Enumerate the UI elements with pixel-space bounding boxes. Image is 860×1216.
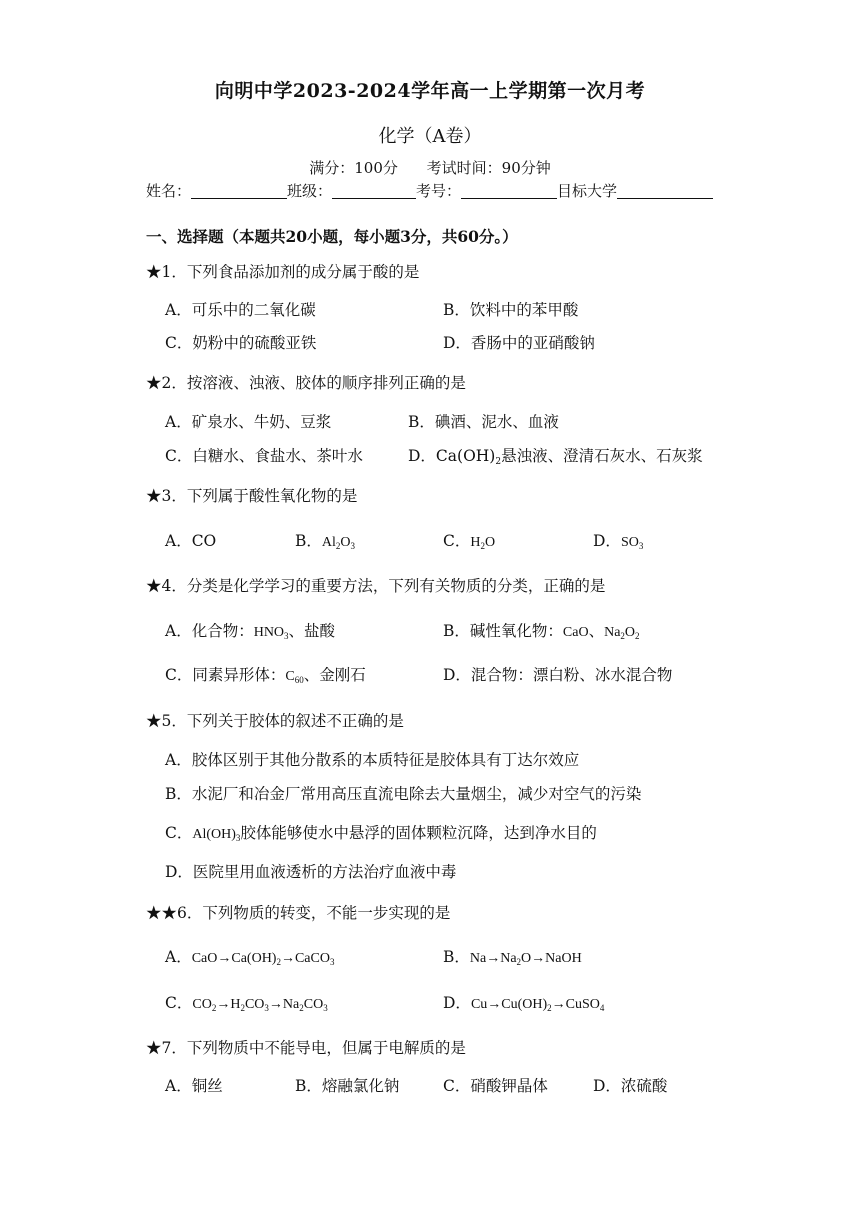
question-4-option-c: C．同素异形体：$C_{60}$、金刚石 — [165, 666, 366, 685]
question-3-option-a: A．CO — [165, 532, 217, 550]
question-1-option-a: A．可乐中的二氧化碳 — [165, 301, 316, 319]
question-3-stem: ★3．下列属于酸性氧化物的是 — [146, 487, 358, 505]
question-1-option-d: D．香肠中的亚硝酸钠 — [443, 334, 595, 352]
question-5-stem: ★5．下列关于胶体的叙述不正确的是 — [146, 712, 404, 730]
question-5-option-c: C．$Al(OH)_3$胶体能够使水中悬浮的固体颗粒沉降，达到净水目的 — [165, 824, 597, 843]
question-1-option-b: B．饮料中的苯甲酸 — [443, 301, 579, 319]
question-1-stem: ★1．下列食品添加剂的成分属于酸的是 — [146, 263, 420, 281]
question-3-option-c: C．$H_2O$ — [443, 532, 496, 551]
name-blank[interactable] — [191, 181, 287, 199]
exam-subtitle: 化学（A卷） — [378, 126, 482, 147]
question-7-option-b: B．熔融氯化钠 — [295, 1077, 400, 1095]
class-label: 班级： — [287, 182, 333, 200]
question-2-option-b: B．碘酒、泥水、血液 — [408, 413, 559, 431]
question-6-option-a: A．$CaO\to Ca(OH)_2\to CaCO_3$ — [165, 948, 335, 967]
question-4-option-a: A．化合物：$HNO_3$、盐酸 — [165, 622, 336, 641]
target-univ-label: 目标大学 — [557, 182, 618, 200]
question-7-option-c: C．硝酸钾晶体 — [443, 1077, 548, 1095]
question-3-option-d: D．$SO_3$ — [593, 532, 644, 551]
exam-meta — [0, 157, 860, 178]
question-1-option-c: C．奶粉中的硫酸亚铁 — [165, 334, 317, 352]
question-2-option-c: C．白糖水、食盐水、茶叶水 — [165, 447, 363, 465]
question-2-option-d: D．$Ca(OH)_2$悬浊液、澄清石灰水、石灰浆 — [408, 447, 703, 467]
target-univ-blank[interactable] — [617, 181, 713, 199]
exam-time: 考试时间：90分钟 — [426, 159, 551, 177]
exam-no-blank[interactable] — [461, 181, 557, 199]
student-info-line — [146, 180, 713, 201]
section-title: 一、选择题（本题共20小题，每小题3分，共60分。） — [146, 227, 518, 246]
class-blank[interactable] — [332, 181, 416, 199]
question-6-option-b: B．$Na\to Na_2O\to NaOH$ — [443, 948, 582, 967]
question-4-option-b: B．碱性氧化物：CaO、$Na_2O_2$ — [443, 622, 640, 641]
question-6-option-d: D．$Cu\to Cu(OH)_2\to CuSO_4$ — [443, 994, 605, 1013]
question-5-option-d: D．医院里用血液透析的方法治疗血液中毒 — [165, 863, 457, 881]
exam-title: 向明中学2023-2024学年高一上学期第一次月考 — [214, 80, 646, 102]
question-2-stem: ★2．按溶液、浊液、胶体的顺序排列正确的是 — [146, 374, 466, 392]
question-7-stem: ★7．下列物质中不能导电，但属于电解质的是 — [146, 1039, 466, 1057]
exam-no-label: 考号： — [416, 182, 462, 200]
question-6-option-c: C．$CO_2\to H_2CO_3\to Na_2CO_3$ — [165, 994, 328, 1013]
question-5-option-b: B．水泥厂和冶金厂常用高压直流电除去大量烟尘，减少对空气的污染 — [165, 785, 642, 803]
question-3-option-b: B．$Al_2O_3$ — [295, 532, 356, 551]
name-label: 姓名： — [146, 182, 192, 200]
question-7-option-a: A．铜丝 — [165, 1077, 223, 1095]
full-score: 满分：100分 — [309, 159, 398, 177]
question-2-option-a: A．矿泉水、牛奶、豆浆 — [165, 413, 332, 431]
question-4-stem: ★4．分类是化学学习的重要方法，下列有关物质的分类，正确的是 — [146, 577, 606, 595]
question-7-option-d: D．浓硫酸 — [593, 1077, 668, 1095]
question-5-option-a: A．胶体区别于其他分散系的本质特征是胶体具有丁达尔效应 — [165, 751, 580, 769]
question-4-option-d: D．混合物：漂白粉、冰水混合物 — [443, 666, 673, 684]
question-6-stem: ★★6．下列物质的转变，不能一步实现的是 — [146, 904, 451, 922]
